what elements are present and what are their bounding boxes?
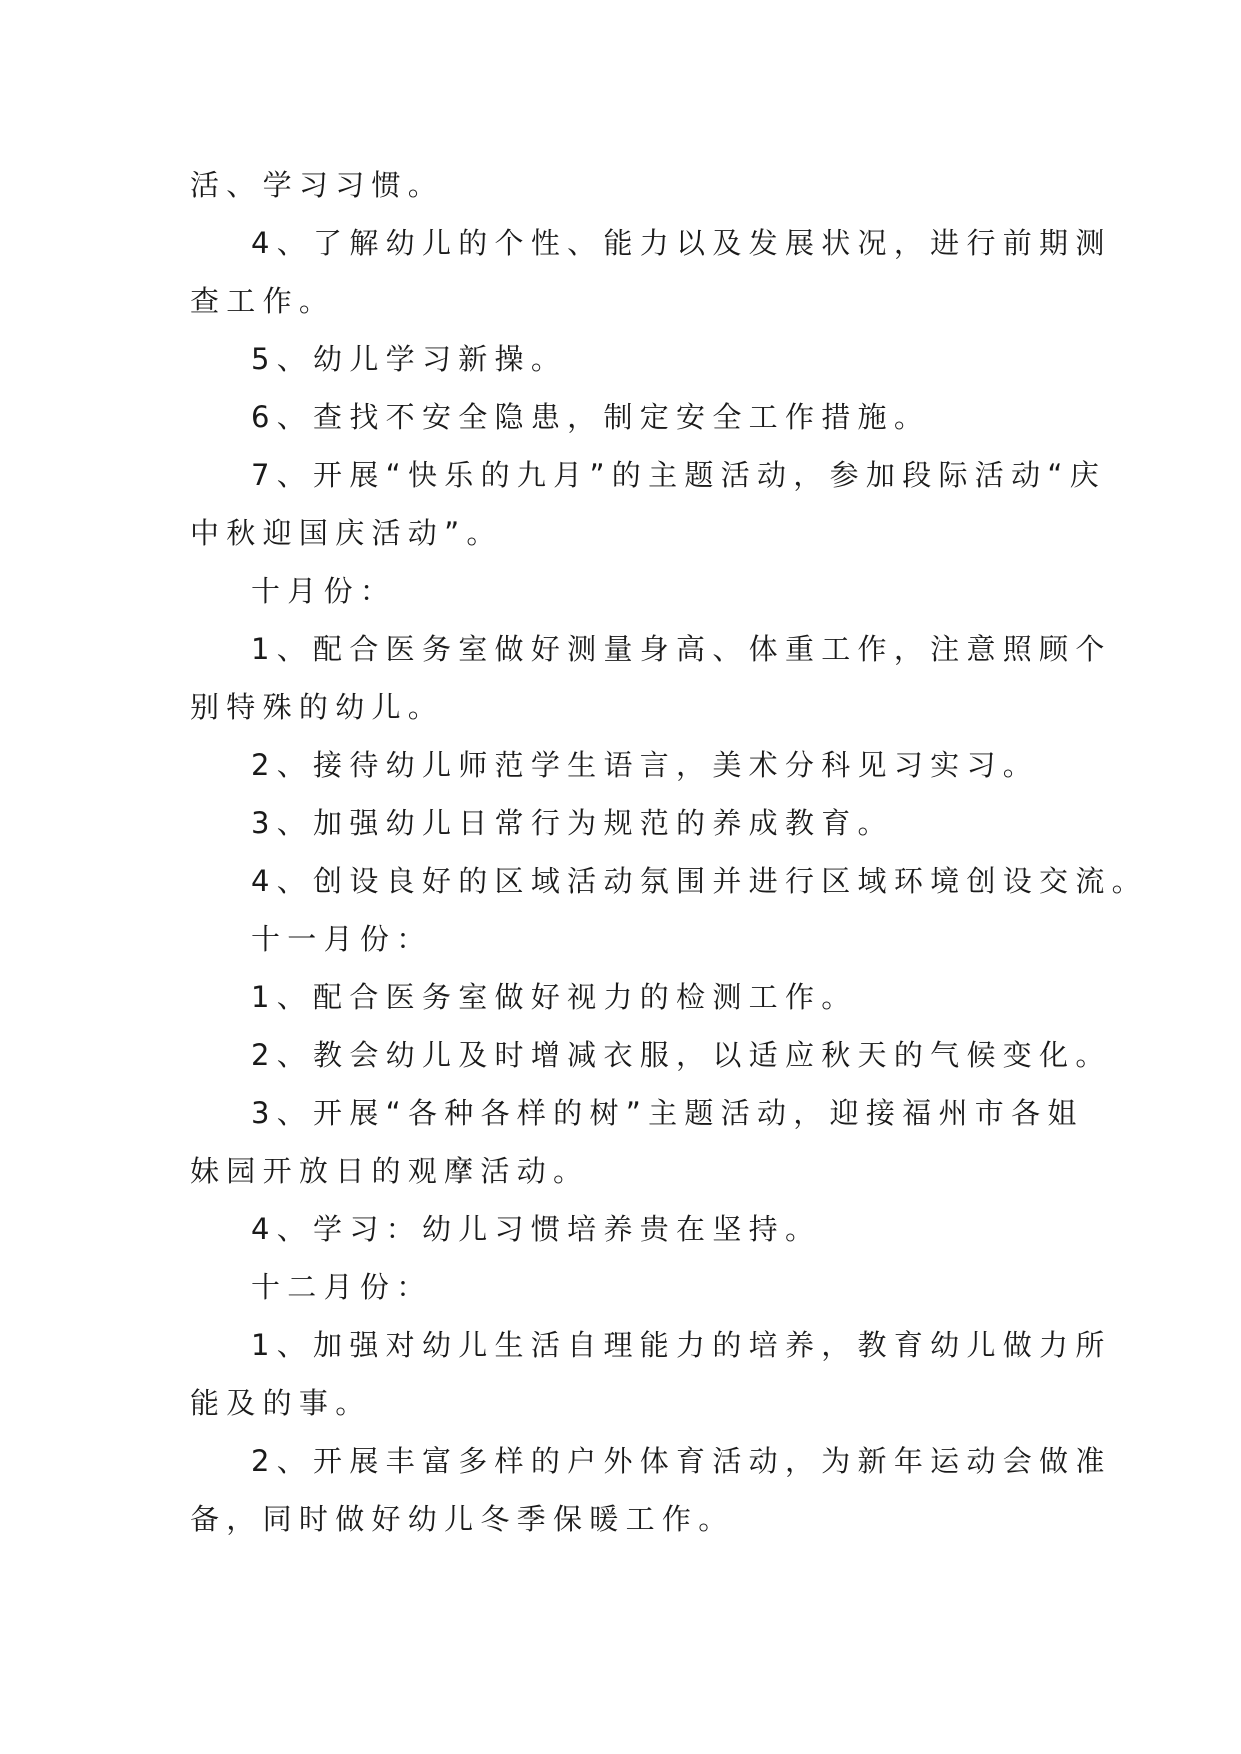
text-line: 活、学习习惯。	[190, 168, 445, 202]
section-heading: 十月份：	[251, 574, 397, 608]
text-line: 妹园开放日的观摩活动。	[190, 1154, 590, 1188]
text-line: 3、开展“各种各样的树”主题活动，迎接福州市各姐	[251, 1096, 1084, 1130]
text-line: 1、配合医务室做好视力的检测工作。	[251, 980, 858, 1014]
text-line: 4、了解幼儿的个性、能力以及发展状况，进行前期测	[251, 226, 1112, 260]
text-line: 4、学习：幼儿习惯培养贵在坚持。	[251, 1212, 822, 1246]
text-line: 3、加强幼儿日常行为规范的养成教育。	[251, 806, 894, 840]
text-line: 4、创设良好的区域活动氛围并进行区域环境创设交流。	[251, 864, 1148, 898]
text-line: 6、查找不安全隐患，制定安全工作措施。	[251, 400, 931, 434]
text-line: 2、教会幼儿及时增减衣服，以适应秋天的气候变化。	[251, 1038, 1112, 1072]
text-line: 能及的事。	[190, 1386, 372, 1420]
text-line: 中秋迎国庆活动”。	[190, 516, 503, 550]
text-line: 2、开展丰富多样的户外体育活动，为新年运动会做准	[251, 1444, 1112, 1478]
text-line: 查工作。	[190, 284, 336, 318]
text-line: 1、加强对幼儿生活自理能力的培养，教育幼儿做力所	[251, 1328, 1112, 1362]
section-heading: 十二月份：	[251, 1270, 433, 1304]
text-line: 别特殊的幼儿。	[190, 690, 445, 724]
text-line: 1、配合医务室做好测量身高、体重工作，注意照顾个	[251, 632, 1112, 666]
text-line: 5、幼儿学习新操。	[251, 342, 568, 376]
text-line: 备，同时做好幼儿冬季保暖工作。	[190, 1502, 735, 1536]
text-line: 7、开展“快乐的九月”的主题活动，参加段际活动“庆	[251, 458, 1107, 492]
section-heading: 十一月份：	[251, 922, 433, 956]
text-line: 2、接待幼儿师范学生语言，美术分科见习实习。	[251, 748, 1040, 782]
